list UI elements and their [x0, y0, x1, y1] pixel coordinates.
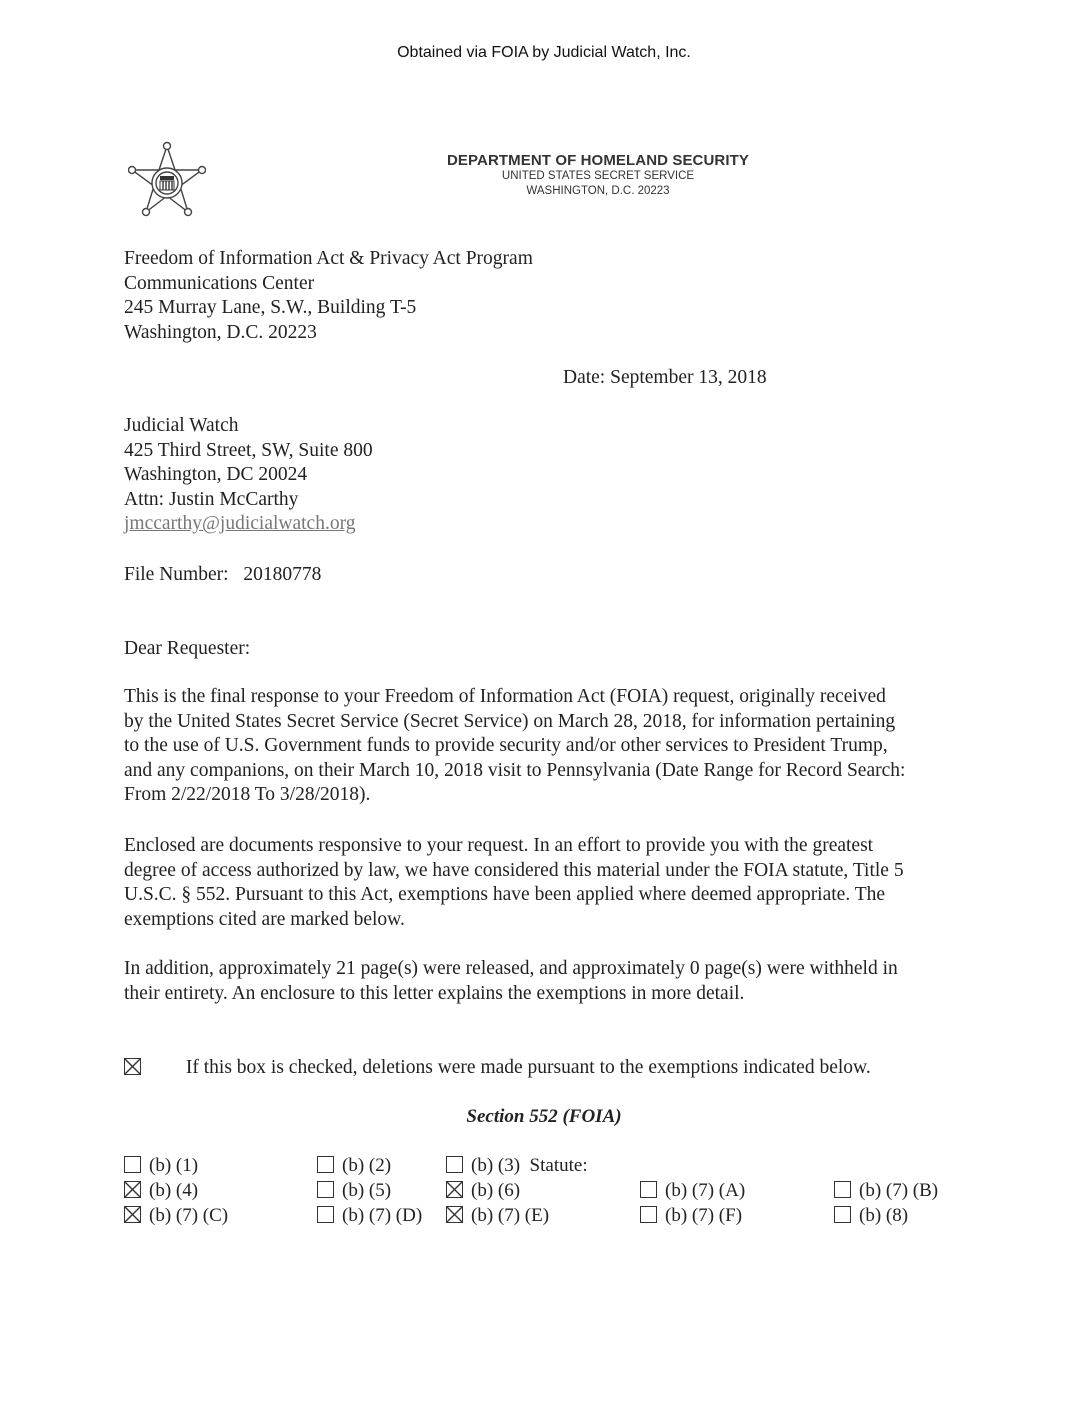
exemption-label: (b) (6): [471, 1180, 521, 1201]
exemption-b7f: [640, 1205, 742, 1227]
exemption-checkbox[interactable]: [124, 1156, 141, 1173]
sender-line: Washington, D.C. 20223: [124, 321, 317, 343]
section-title: Section 552 (FOIA): [466, 1106, 622, 1127]
exemption-label: (b) (3) Statute:: [471, 1155, 588, 1176]
exemption-checkbox[interactable]: [834, 1206, 851, 1223]
paragraph-request-summary: [124, 685, 964, 808]
file-number-label: File Number:: [124, 564, 229, 585]
exemption-label: (b) (7) (A): [665, 1180, 746, 1201]
check-x-icon: [125, 1207, 140, 1222]
paragraph-line: exemptions cited are marked below.: [124, 908, 405, 930]
letter-date: Date: September 13, 2018: [563, 367, 767, 388]
paragraph-line: Enclosed are documents responsive to your request. In an effort to provide you with the greatest: [124, 835, 874, 856]
department-name: DEPARTMENT OF HOMELAND SECURITY: [447, 152, 749, 169]
exemption-checkbox[interactable]: [834, 1181, 851, 1198]
recipient-line: Judicial Watch: [124, 415, 239, 436]
sender-line: Communications Center: [124, 272, 315, 294]
exemption-b3: [446, 1155, 588, 1177]
sender-line: Freedom of Information Act & Privacy Act Program: [124, 248, 533, 269]
exemption-b2: [317, 1155, 391, 1177]
check-x-icon: [125, 1182, 140, 1197]
exemption-checkbox[interactable]: [640, 1181, 657, 1198]
exemption-label: (b) (7) (E): [471, 1205, 550, 1226]
foia-watermark: Obtained via FOIA by Judicial Watch, Inc.: [397, 44, 691, 61]
paragraph-line: and any companions, on their March 10, 2018 visit to Pennsylvania (Date Range for Record Search:: [124, 759, 906, 781]
secret-service-seal-icon: [128, 140, 206, 222]
paragraph-line: This is the final response to your Freedom of Information Act (FOIA) request, originally received: [124, 686, 886, 707]
exemption-checkbox[interactable]: [446, 1206, 463, 1223]
exemption-label: (b) (8): [859, 1205, 909, 1226]
exemption-label: (b) (4): [149, 1180, 199, 1201]
exemption-label: (b) (7) (C): [149, 1205, 229, 1226]
exemption-b8: [834, 1205, 908, 1227]
check-x-icon: [447, 1207, 462, 1222]
exemption-checkbox[interactable]: [124, 1181, 141, 1198]
recipient-email-link[interactable]: jmccarthy@judicialwatch.org: [124, 513, 356, 534]
paragraph-line: From 2/22/2018 To 3/28/2018).: [124, 784, 371, 806]
exemption-checkbox[interactable]: [446, 1156, 463, 1173]
paragraph-line: U.S.C. § 552. Pursuant to this Act, exemptions have been applied where deemed appropriate. The: [124, 884, 886, 906]
exemption-b7b: [834, 1180, 938, 1202]
exemption-b7d: [317, 1205, 422, 1227]
exemption-label: (b) (7) (D): [342, 1205, 423, 1226]
agency-name: UNITED STATES SECRET SERVICE: [501, 170, 695, 182]
exemption-label: (b) (7) (B): [859, 1180, 939, 1201]
recipient-line: 425 Third Street, SW, Suite 800: [124, 439, 373, 461]
exemption-b7a: [640, 1180, 745, 1202]
exemption-label: (b) (7) (F): [665, 1205, 743, 1226]
check-x-icon: [447, 1182, 462, 1197]
exemption-label: (b) (5): [342, 1180, 392, 1201]
recipient-line: Washington, DC 20024: [124, 464, 308, 485]
exemption-label: (b) (1): [149, 1155, 199, 1176]
exemption-b5: [317, 1180, 391, 1202]
paragraph-line: their entirety. An enclosure to this letter explains the exemptions in more detail.: [124, 982, 745, 1004]
paragraph-page-counts: [124, 957, 964, 1006]
paragraph-line: by the United States Secret Service (Secret Service) on March 28, 2018, for information pertaining: [124, 710, 896, 732]
exemption-checkbox[interactable]: [446, 1181, 463, 1198]
exemption-checkbox[interactable]: [317, 1156, 334, 1173]
exemption-label: (b) (2): [342, 1155, 392, 1176]
deletions-notice-text: If this box is checked, deletions were made pursuant to the exemptions indicated below.: [185, 1057, 871, 1078]
exemption-checkbox[interactable]: [640, 1206, 657, 1223]
paragraph-line: degree of access authorized by law, we have considered this material under the FOIA statute, Title 5: [124, 859, 904, 881]
paragraph-line: In addition, approximately 21 page(s) were released, and approximately 0 page(s) were withheld in: [124, 958, 898, 979]
file-number: [124, 563, 321, 588]
agency-city: WASHINGTON, D.C. 20223: [526, 185, 670, 197]
exemption-checkbox[interactable]: [317, 1181, 334, 1198]
exemption-b1: [124, 1155, 198, 1177]
exemption-b4: [124, 1180, 198, 1202]
recipient-address: [124, 414, 373, 537]
sender-line: 245 Murray Lane, S.W., Building T-5: [124, 297, 417, 318]
exemption-checkbox[interactable]: [124, 1206, 141, 1223]
exemption-b6: [446, 1180, 520, 1202]
exemption-b7e: [446, 1205, 549, 1227]
paragraph-line: to the use of U.S. Government funds to provide security and/or other services to President Trump,: [124, 735, 888, 757]
exemption-checkbox[interactable]: [317, 1206, 334, 1223]
recipient-line: Attn: Justin McCarthy: [124, 488, 299, 510]
salutation: Dear Requester:: [124, 638, 251, 659]
check-x-icon: [125, 1059, 140, 1074]
sender-address: [124, 247, 533, 345]
exemption-b7c: [124, 1205, 228, 1227]
letterhead: [398, 152, 798, 199]
paragraph-enclosed-documents: [124, 834, 964, 932]
deletions-checkbox[interactable]: [124, 1058, 141, 1075]
file-number-value: 20180778: [243, 564, 322, 585]
deletions-notice: [124, 1056, 871, 1081]
